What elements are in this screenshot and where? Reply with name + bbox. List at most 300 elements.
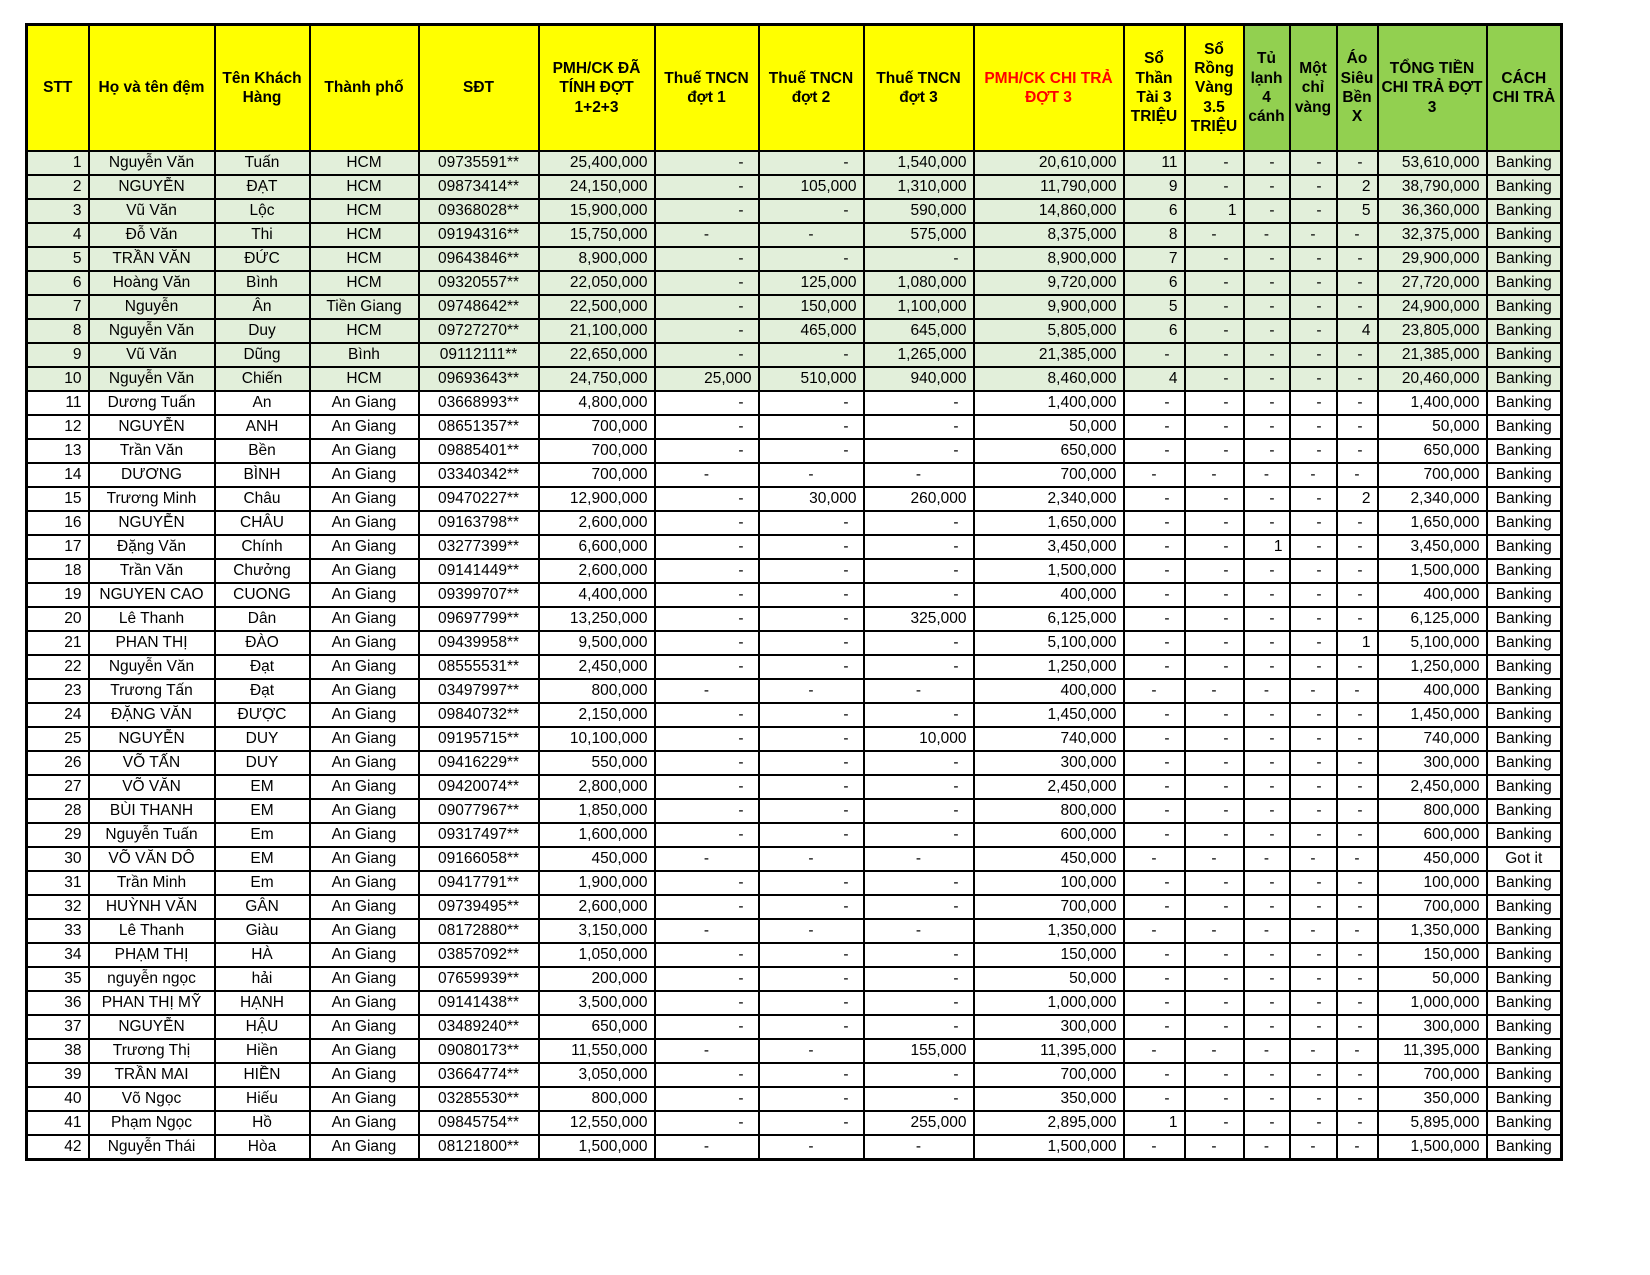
cell: 5,100,000 (974, 631, 1124, 655)
table-row (27, 535, 1562, 559)
cell: Nguyễn Văn (89, 319, 215, 343)
cell: - (1185, 703, 1244, 727)
cell: Banking (1487, 1063, 1562, 1087)
cell: - (1290, 631, 1337, 655)
cell: Trần Văn (89, 439, 215, 463)
cell: 740,000 (1378, 727, 1487, 751)
cell: 09727270** (419, 319, 539, 343)
cell: Vũ Văn (89, 343, 215, 367)
cell: - (1290, 223, 1337, 247)
cell: - (1244, 871, 1290, 895)
table-row (27, 751, 1562, 775)
cell: - (655, 919, 759, 943)
cell: DUY (215, 727, 310, 751)
cell: 400,000 (974, 679, 1124, 703)
cell: Giàu (215, 919, 310, 943)
cell: - (1337, 799, 1378, 823)
cell: Banking (1487, 775, 1562, 799)
column-header: SĐT (419, 25, 539, 152)
cell: 11 (1124, 151, 1185, 175)
cell: An Giang (310, 919, 419, 943)
cell: - (1337, 1015, 1378, 1039)
cell: - (1290, 1015, 1337, 1039)
cell: An Giang (310, 1111, 419, 1135)
cell: - (864, 919, 974, 943)
cell: - (864, 391, 974, 415)
cell: 8,460,000 (974, 367, 1124, 391)
cell: - (1337, 991, 1378, 1015)
cell: An Giang (310, 799, 419, 823)
cell: Lộc (215, 199, 310, 223)
column-header: PMH/CK ĐÃ TÍNH ĐỢT 1+2+3 (539, 25, 655, 152)
cell: - (1290, 415, 1337, 439)
cell: Trương Minh (89, 487, 215, 511)
cell: Banking (1487, 991, 1562, 1015)
cell: 700,000 (974, 895, 1124, 919)
cell: 21,385,000 (1378, 343, 1487, 367)
cell: - (1185, 967, 1244, 991)
table-row (27, 943, 1562, 967)
cell: Banking (1487, 559, 1562, 583)
cell: CUONG (215, 583, 310, 607)
cell: - (1244, 679, 1290, 703)
cell: - (1124, 919, 1185, 943)
cell: 9,900,000 (974, 295, 1124, 319)
cell: 1,500,000 (539, 1135, 655, 1160)
cell: - (1185, 559, 1244, 583)
cell: Banking (1487, 391, 1562, 415)
cell: - (1244, 1135, 1290, 1160)
cell: - (1185, 991, 1244, 1015)
cell: - (759, 823, 864, 847)
cell: - (1244, 1111, 1290, 1135)
cell: 450,000 (1378, 847, 1487, 871)
cell: - (864, 823, 974, 847)
cell: Trần Minh (89, 871, 215, 895)
cell: 13,250,000 (539, 607, 655, 631)
table-row (27, 319, 1562, 343)
cell: - (1337, 247, 1378, 271)
cell: Nguyễn Thái (89, 1135, 215, 1160)
cell: 23,805,000 (1378, 319, 1487, 343)
cell: - (1290, 319, 1337, 343)
cell: - (1244, 799, 1290, 823)
cell: - (1290, 991, 1337, 1015)
cell: - (1290, 943, 1337, 967)
cell: 03857092** (419, 943, 539, 967)
cell: - (864, 511, 974, 535)
cell: - (1290, 895, 1337, 919)
column-header: Thuế TNCN đợt 3 (864, 25, 974, 152)
cell: 14,860,000 (974, 199, 1124, 223)
cell: - (1244, 991, 1290, 1015)
cell: - (1244, 727, 1290, 751)
cell: - (1290, 967, 1337, 991)
cell: - (1185, 919, 1244, 943)
cell: 350,000 (1378, 1087, 1487, 1111)
cell: - (1185, 151, 1244, 175)
column-header: Thuế TNCN đợt 1 (655, 25, 759, 152)
cell: - (1337, 1111, 1378, 1135)
cell: Banking (1487, 511, 1562, 535)
cell: - (655, 343, 759, 367)
cell: 1,900,000 (539, 871, 655, 895)
cell: NGUYỄN (89, 415, 215, 439)
cell: 4,800,000 (539, 391, 655, 415)
cell: 15,750,000 (539, 223, 655, 247)
cell: 575,000 (864, 223, 974, 247)
cell: - (1337, 823, 1378, 847)
cell: Đỗ Văn (89, 223, 215, 247)
cell: - (1244, 1063, 1290, 1087)
cell: An Giang (310, 727, 419, 751)
cell: 1,600,000 (539, 823, 655, 847)
cell: 2,600,000 (539, 895, 655, 919)
cell: - (1290, 919, 1337, 943)
table-row (27, 1063, 1562, 1087)
cell: - (1337, 871, 1378, 895)
cell: Trần Văn (89, 559, 215, 583)
cell: - (1124, 415, 1185, 439)
cell: 1,000,000 (1378, 991, 1487, 1015)
cell: 2,340,000 (1378, 487, 1487, 511)
cell: 150,000 (974, 943, 1124, 967)
cell: - (759, 943, 864, 967)
cell: - (1124, 1135, 1185, 1160)
cell: - (1124, 991, 1185, 1015)
cell: 09697799** (419, 607, 539, 631)
cell: Dân (215, 607, 310, 631)
cell: - (864, 247, 974, 271)
cell: 9 (27, 343, 89, 367)
cell: - (1337, 223, 1378, 247)
cell: 5 (27, 247, 89, 271)
cell: Banking (1487, 967, 1562, 991)
cell: - (655, 1063, 759, 1087)
cell: 1 (1244, 535, 1290, 559)
cell: Chưởng (215, 559, 310, 583)
cell: - (655, 751, 759, 775)
cell: - (1290, 343, 1337, 367)
table-row (27, 415, 1562, 439)
cell: - (655, 1087, 759, 1111)
cell: - (1290, 247, 1337, 271)
table-row (27, 583, 1562, 607)
cell: - (655, 871, 759, 895)
cell: PHẠM THỊ (89, 943, 215, 967)
cell: 4 (27, 223, 89, 247)
cell: 700,000 (539, 415, 655, 439)
cell: 465,000 (759, 319, 864, 343)
cell: - (1244, 247, 1290, 271)
cell: - (759, 1135, 864, 1160)
cell: 10,000 (864, 727, 974, 751)
cell: - (1185, 943, 1244, 967)
cell: Banking (1487, 487, 1562, 511)
cell: - (864, 895, 974, 919)
cell: 590,000 (864, 199, 974, 223)
cell: - (1124, 943, 1185, 967)
cell: - (1290, 463, 1337, 487)
cell: - (655, 799, 759, 823)
cell: Banking (1487, 919, 1562, 943)
cell: An Giang (310, 775, 419, 799)
cell: 940,000 (864, 367, 974, 391)
cell: 150,000 (1378, 943, 1487, 967)
cell: - (1185, 1087, 1244, 1111)
cell: VÕ VĂN DÔ (89, 847, 215, 871)
cell: 08121800** (419, 1135, 539, 1160)
cell: 37 (27, 1015, 89, 1039)
cell: - (759, 775, 864, 799)
cell: An Giang (310, 1063, 419, 1087)
cell: 510,000 (759, 367, 864, 391)
column-header: Sổ Thần Tài 3 TRIỆU (1124, 25, 1185, 152)
cell: 3,500,000 (539, 991, 655, 1015)
cell: ANH (215, 415, 310, 439)
cell: 1 (1337, 631, 1378, 655)
cell: An Giang (310, 631, 419, 655)
cell: Lê Thanh (89, 607, 215, 631)
cell: 11,395,000 (974, 1039, 1124, 1063)
cell: Vũ Văn (89, 199, 215, 223)
table-row (27, 271, 1562, 295)
cell: Em (215, 871, 310, 895)
cell: - (864, 679, 974, 703)
cell: - (655, 1135, 759, 1160)
cell: TRẦN MAI (89, 1063, 215, 1087)
cell: - (864, 751, 974, 775)
table-row (27, 679, 1562, 703)
cell: Đặng Văn (89, 535, 215, 559)
cell: HCM (310, 199, 419, 223)
cell: 09439958** (419, 631, 539, 655)
cell: - (1185, 679, 1244, 703)
cell: - (655, 295, 759, 319)
cell: PHAN THỊ (89, 631, 215, 655)
cell: - (655, 727, 759, 751)
cell: - (759, 991, 864, 1015)
cell: 39 (27, 1063, 89, 1087)
cell: - (1290, 1111, 1337, 1135)
cell: - (1244, 175, 1290, 199)
cell: 125,000 (759, 271, 864, 295)
cell: Banking (1487, 583, 1562, 607)
cell: - (1244, 343, 1290, 367)
cell: - (759, 967, 864, 991)
cell: - (1337, 367, 1378, 391)
cell: - (864, 871, 974, 895)
cell: Nguyễn Tuấn (89, 823, 215, 847)
cell: 09885401** (419, 439, 539, 463)
table-row (27, 439, 1562, 463)
cell: An Giang (310, 823, 419, 847)
cell: - (1290, 367, 1337, 391)
cell: Banking (1487, 1087, 1562, 1111)
table-row (27, 1039, 1562, 1063)
cell: 1,650,000 (1378, 511, 1487, 535)
cell: - (1124, 751, 1185, 775)
cell: 2 (27, 175, 89, 199)
cell: 800,000 (974, 799, 1124, 823)
table-row (27, 1135, 1562, 1160)
cell: - (1290, 775, 1337, 799)
cell: 2,150,000 (539, 703, 655, 727)
cell: - (1124, 1015, 1185, 1039)
cell: 1,080,000 (864, 271, 974, 295)
cell: - (759, 415, 864, 439)
cell: - (1290, 823, 1337, 847)
cell: Hòa (215, 1135, 310, 1160)
cell: - (759, 199, 864, 223)
cell: 09194316** (419, 223, 539, 247)
cell: Nguyễn Văn (89, 367, 215, 391)
cell: HIỀN (215, 1063, 310, 1087)
cell: - (864, 535, 974, 559)
cell: - (1337, 895, 1378, 919)
cell: - (1244, 295, 1290, 319)
cell: - (1290, 1063, 1337, 1087)
cell: ĐẠT (215, 175, 310, 199)
column-header: Họ và tên đệm (89, 25, 215, 152)
cell: Banking (1487, 199, 1562, 223)
cell: 28 (27, 799, 89, 823)
cell: 10 (27, 367, 89, 391)
cell: 09080173** (419, 1039, 539, 1063)
cell: - (759, 1039, 864, 1063)
cell: 40 (27, 1087, 89, 1111)
cell: 4 (1337, 319, 1378, 343)
cell: An (215, 391, 310, 415)
table-row (27, 175, 1562, 199)
cell: ĐƯỢC (215, 703, 310, 727)
cell: - (1124, 607, 1185, 631)
cell: - (759, 703, 864, 727)
cell: 08651357** (419, 415, 539, 439)
cell: - (655, 895, 759, 919)
cell: - (1244, 703, 1290, 727)
cell: 21 (27, 631, 89, 655)
cell: - (1124, 559, 1185, 583)
cell: - (1185, 775, 1244, 799)
cell: - (1337, 511, 1378, 535)
header-row (27, 25, 1562, 152)
cell: - (1290, 679, 1337, 703)
column-header: TỔNG TIỀN CHI TRẢ ĐỢT 3 (1378, 25, 1487, 152)
cell: - (864, 655, 974, 679)
cell: 53,610,000 (1378, 151, 1487, 175)
cell: 5,805,000 (974, 319, 1124, 343)
cell: 1,540,000 (864, 151, 974, 175)
cell: 25 (27, 727, 89, 751)
cell: - (1290, 1135, 1337, 1160)
cell: - (1337, 295, 1378, 319)
cell: 20,460,000 (1378, 367, 1487, 391)
cell: An Giang (310, 607, 419, 631)
cell: 7 (27, 295, 89, 319)
cell: 09417791** (419, 871, 539, 895)
cell: 1,500,000 (974, 1135, 1124, 1160)
cell: Got it (1487, 847, 1562, 871)
cell: 1 (27, 151, 89, 175)
cell: - (655, 559, 759, 583)
cell: 3,450,000 (1378, 535, 1487, 559)
cell: An Giang (310, 847, 419, 871)
table-row (27, 1087, 1562, 1111)
cell: DƯƠNG (89, 463, 215, 487)
cell: - (1290, 535, 1337, 559)
cell: 6,125,000 (974, 607, 1124, 631)
cell: 1,310,000 (864, 175, 974, 199)
cell: - (1244, 607, 1290, 631)
cell: 300,000 (1378, 1015, 1487, 1039)
cell: EM (215, 775, 310, 799)
cell: - (1290, 607, 1337, 631)
cell: 800,000 (539, 1087, 655, 1111)
cell: An Giang (310, 391, 419, 415)
cell: - (864, 1063, 974, 1087)
cell: An Giang (310, 1135, 419, 1160)
cell: - (1244, 967, 1290, 991)
cell: - (1290, 583, 1337, 607)
cell: Dũng (215, 343, 310, 367)
cell: - (1124, 391, 1185, 415)
cell: - (759, 1087, 864, 1111)
cell: - (759, 799, 864, 823)
cell: - (1124, 487, 1185, 511)
cell: - (1244, 439, 1290, 463)
cell: - (1124, 799, 1185, 823)
cell: 29 (27, 823, 89, 847)
cell: - (1337, 1063, 1378, 1087)
cell: EM (215, 799, 310, 823)
cell: - (655, 967, 759, 991)
table-row (27, 655, 1562, 679)
cell: Banking (1487, 295, 1562, 319)
cell: Hiếu (215, 1087, 310, 1111)
cell: - (1185, 799, 1244, 823)
cell: 2,450,000 (539, 655, 655, 679)
cell: 12 (27, 415, 89, 439)
cell: - (864, 775, 974, 799)
cell: 15,900,000 (539, 199, 655, 223)
cell: 24,150,000 (539, 175, 655, 199)
cell: 105,000 (759, 175, 864, 199)
cell: 2,800,000 (539, 775, 655, 799)
cell: - (1124, 703, 1185, 727)
cell: 325,000 (864, 607, 974, 631)
cell: 17 (27, 535, 89, 559)
cell: - (655, 415, 759, 439)
cell: - (655, 1015, 759, 1039)
cell: - (1244, 847, 1290, 871)
cell: 2,600,000 (539, 559, 655, 583)
cell: 09748642** (419, 295, 539, 319)
cell: - (1185, 751, 1244, 775)
cell: - (759, 871, 864, 895)
table-row (27, 967, 1562, 991)
cell: 1,350,000 (974, 919, 1124, 943)
table-row (27, 1015, 1562, 1039)
cell: - (1185, 511, 1244, 535)
cell: 3 (27, 199, 89, 223)
cell: Banking (1487, 1111, 1562, 1135)
cell: 100,000 (974, 871, 1124, 895)
cell: - (1185, 535, 1244, 559)
cell: 400,000 (1378, 679, 1487, 703)
column-header: Áo Siêu Bền X (1337, 25, 1378, 152)
cell: - (1244, 367, 1290, 391)
